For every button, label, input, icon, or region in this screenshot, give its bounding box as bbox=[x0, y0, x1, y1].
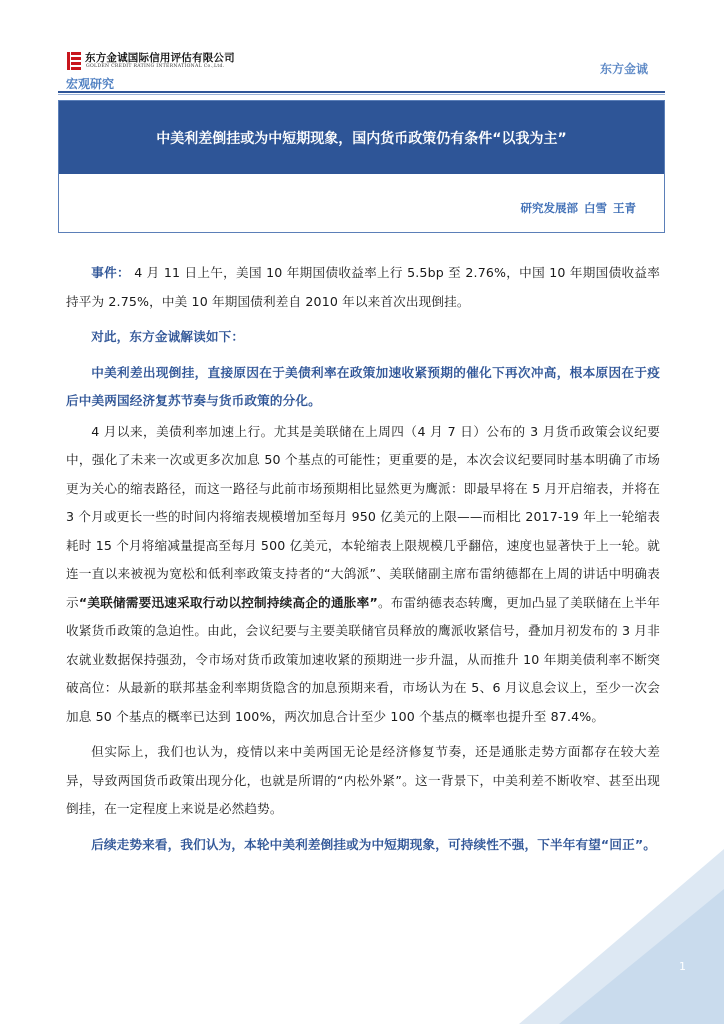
author-name-1: 白雪 bbox=[584, 201, 607, 215]
authors-line bbox=[515, 200, 637, 216]
page-number: 1 bbox=[679, 960, 686, 973]
brainard-quote: “美联储需要迅速采取行动以控制持续高企的通胀率” bbox=[78, 594, 378, 610]
author-name-2: 王青 bbox=[613, 201, 636, 215]
report-body bbox=[66, 259, 660, 866]
point2-heading: 后续走势来看，我们认为，本轮中美利差倒挂或为中短期现象，可持续性不强，下半年有望“回正”。 bbox=[91, 836, 657, 852]
title-band bbox=[59, 101, 664, 174]
divergence-paragraph: 但实际上，我们也认为，疫情以来中美两国无论是经济修复节奏，还是通胀走势方面都存在较大差异，导致两国货币政策出现分化，也就是所谓的“内松外紧”。这一背景下，中美利差不断收窄、甚至出现倒挂，在一定程度上来说是必然趋势。 bbox=[66, 744, 660, 816]
point1-heading: 中美利差出现倒挂，直接原因在于美债利率在政策加速收紧预期的催化下再次冲高，根本原因在于疫后中美两国经济复苏节奏与货币政策的分化。 bbox=[66, 364, 660, 408]
event-paragraph bbox=[66, 259, 660, 316]
analysis-text-b: 。布雷纳德表态转鹰，更加凸显了美联储在上半年收紧货币政策的急迫性。由此，会议纪要与主要美联储官员释放的鹰派收紧信号，叠加月初发布的 3 月非农就业数据保持强劲，令市场对货币政策加速收紧的预期进一步升温，从而推升 10 年期美债利率不断突破高位：从最新的联邦基金利率期货隐含的加息预期来看，市场认为在 5、6 月议息会议上，至少一次会加息 50 个基点的概率已达到 100%，两次加息合计至少 100 个基点的概率也提升至 87.4%。 bbox=[66, 594, 660, 724]
intro-paragraph: 对此，东方金诚解读如下： bbox=[91, 329, 245, 344]
company-logo-icon bbox=[67, 52, 81, 70]
brand-label: 东方金诚 bbox=[599, 62, 648, 76]
page-header bbox=[0, 0, 724, 95]
company-name-en: GOLDEN CREDIT RATING INTERNATIONAL Co.,Ltd. bbox=[86, 64, 225, 69]
company-name-cn: 东方金诚国际信用评估有限公司 bbox=[85, 52, 235, 64]
report-title: 中美利差倒挂或为中短期现象，国内货币政策仍有条件“以我为主” bbox=[156, 131, 567, 147]
author-department: 研究发展部 bbox=[520, 201, 578, 215]
section-label: 宏观研究 bbox=[66, 77, 115, 91]
title-box bbox=[58, 100, 665, 233]
header-divider-thin bbox=[58, 94, 665, 95]
corner-decoration bbox=[519, 849, 724, 1024]
analysis-text-a: 4 月以来，美债利率加速上行。尤其是美联储在上周四（4 月 7 日）公布的 3 月货币政策会议纪要中，强化了未来一次或更多次加息 50 个基点的可能性；更重要的是，本次会议纪要同时基本明确了市场更为关心的缩表路径，而这一路径与此前市场预期相比显然更为鹰派：即最早将在 5 月开启缩表，并将在 3 个月或更长一些的时间内将缩表规模增加至每月 950 亿美元的上限——而相比 2017-19 年上一轮缩表耗时 15 个月将缩减量提高至每月 500 亿美元，本轮缩表上限规模几乎翻倍，速度也显著快于上一轮。就连一直以来被视为宽松和低利率政策支持者的“大鸽派”、美联储副主席布雷纳德都在上周的讲话中明确表示 bbox=[66, 423, 660, 610]
event-text: 4 月 11 日上午，美国 10 年期国债收益率上行 5.5bp 至 2.76%，中国 10 年期国债收益率持平为 2.75%，中美 10 年期国债利差自 2010 年以来首次出现倒挂。 bbox=[66, 265, 661, 309]
analysis-paragraph bbox=[66, 418, 660, 732]
event-label: 事件： bbox=[91, 265, 130, 280]
header-divider bbox=[58, 91, 665, 93]
